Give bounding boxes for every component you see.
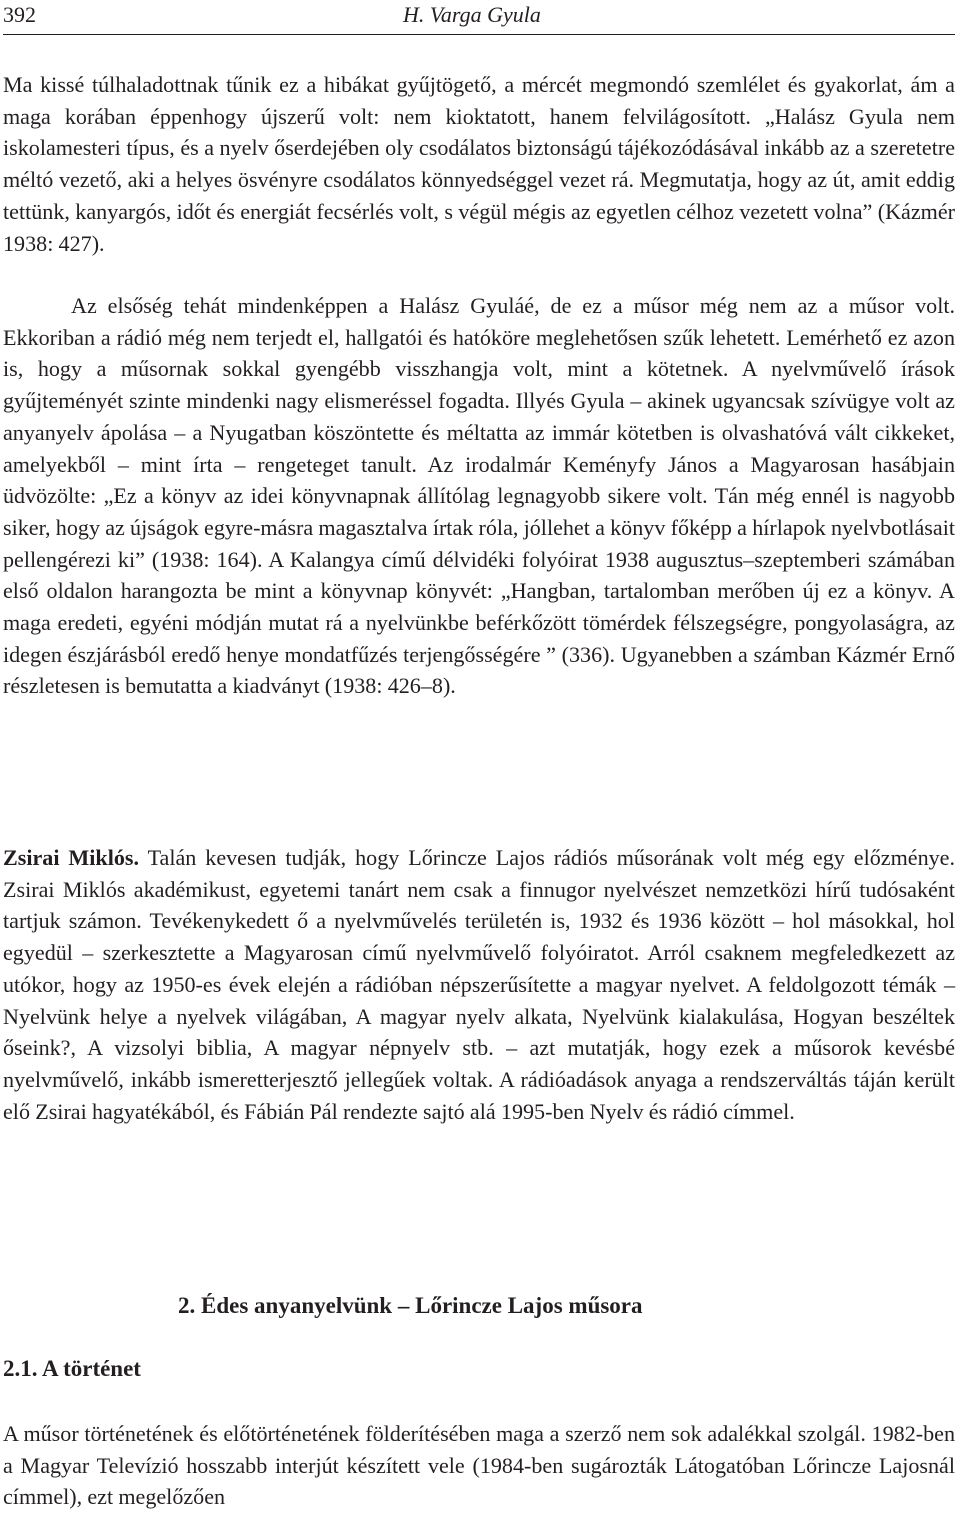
paragraph-radio-reception: Az elsőség tehát mindenképpen a Halász Gyuláé, de ez a műsor még nem az a műsor volt. Ekkoriban a rádió még nem terjedt el, hallgatói és hatóköre meglehetősen szűk lehetett. Lemérhető ez azon is, hogy a műsornak sokkal gyengébb visszhangja volt, mint a kötetnek. A nyelvművelő írások gyűjteményét szinte mindenki nagy elismeréssel fogadta. Illyés Gyula – akinek ugyancsak szívügye volt az anyanyelv ápolása – a Nyugatban köszöntette és méltatta az immár kötetben is olvashatóvá vált cikkeket, amelyekből – mint írta – rengeteget tanult. Az irodalmár Keményfy János a Magyarosan hasábjain üdvözölte: „Ez a könyv az idei könyvnapnak állítólag legnagyobb sikere volt. Tán még ennél is nagyobb siker, hogy az újságok egyre-másra magasztalva írtak róla, jóllehet a könyv főképp a hírlapok nyelvbotlásait pellengérezi ki” (1938: 164). A Kalangya című délvidéki folyóirat 1938 augusztus–szeptemberi számában első oldalon harangozta be mint a könyvnap könyvét: „Hangban, tartalomban merőben új ez a könyv. A maga eredeti, egyéni módján mutat rá a nyelvünkbe beférkőzött tömérdek félszegségre, pongyolaságra, az idegen észjárásból eredő henye mondatfűzés terjengősségére ” (336). Ugyanebben a számban Kázmér Ernő részletesen is bemutatta a kiadványt (1938: 426–8). bbox=[3, 293, 955, 699]
paragraph-history: A műsor történetének és előtörténetének földerítésében maga a szerző nem sok adalékkal szolgál. 1982-ben a Magyar Televízió hosszabb interjút készített vele (1984-ben sugározták Látogatóban Lőrincze Lajosnál címmel), ezt megelőzően bbox=[3, 1421, 955, 1510]
page-number: 392 bbox=[3, 2, 36, 27]
chapter-heading: 2. Édes anyanyelvünk – Lőrincze Lajos műsora bbox=[178, 1293, 643, 1318]
paragraph-zsirai-text: Talán kevesen tudják, hogy Lőrincze Lajos rádiós műsorának volt még egy előzménye. Zsirai Miklós akadémikust, egyetemi tanárt nem csak a finnugor nyelvészet nemzetközi hírű tudósaként tartjuk számon. Tevékenykedett ő a nyelvművelés területén is, 1932 és 1936 között – hol másokkal, hol egyedül – szerkesztette a Magyarosan című nyelvművelő folyóiratot. Arról csaknem megfeledkezett az utókor, hogy az 1950-es évek elején a rádióban népszerűsítette a magyar nyelvet. A feldolgozott témák – Nyelvünk helye a nyelvek világában, A magyar nyelv alkata, Nyelvünk kialakulása, Hogyan beszéltek őseink?, A vizsolyi biblia, A magyar népnyelv stb. – azt mutatják, hogy ezek a műsorok kevésbé nyelvművelő, inkább ismeretterjesztő jellegűek voltak. A rádióadások anyaga a rendszerváltás táján került elő Zsirai hagyatékából, és Fábián Pál rendezte sajtó alá 1995-ben Nyelv és rádió címmel. bbox=[3, 845, 955, 1124]
paragraph-zsirai bbox=[3, 842, 955, 1127]
running-header bbox=[3, 0, 955, 35]
running-title: H. Varga Gyula bbox=[403, 2, 541, 27]
section-heading: 2.1. A történet bbox=[3, 1356, 141, 1381]
paragraph-lead-zsirai: Zsirai Miklós. bbox=[3, 845, 140, 870]
paragraph-halasz-reception: Ma kissé túlhaladottnak tűnik ez a hibákat gyűjtögető, a mércét megmondó szemlélet és gyakorlat, ám a maga korában éppenhogy újszerű volt: nem kioktatott, hanem felvilágosított. „Halász Gyula nem iskolamesteri típus, és a nyelv őserdejében oly csodálatos biztonságú tájékozódásával inkább az a szeretetre méltó vezető, aki a helyes ösvényre csodálatos könnyedséggel vezet rá. Megmutatja, hogy az út, amit eddig tettünk, kanyargós, időt és energiát fecsérlés volt, s végül mégis az egyetlen célhoz vezetett volna” (Kázmér 1938: 427). bbox=[3, 72, 955, 256]
